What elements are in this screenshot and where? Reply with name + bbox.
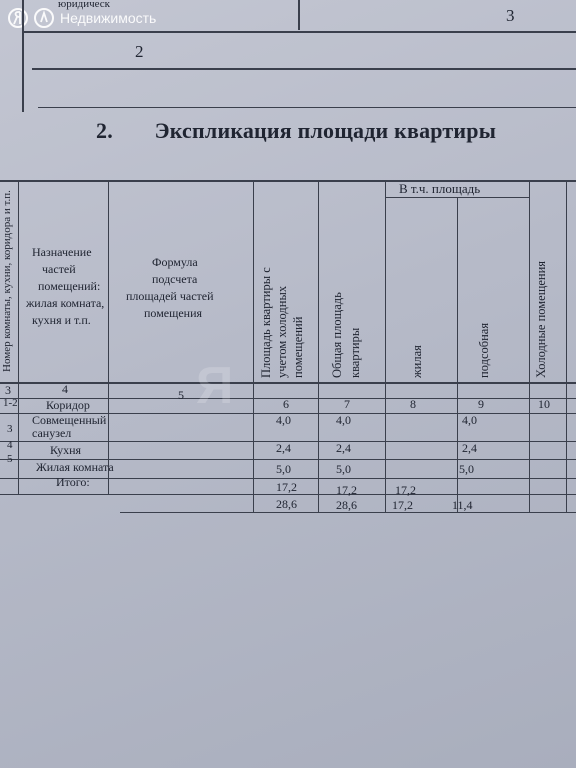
header-total-area-line: квартиры — [348, 327, 362, 378]
header-area-cold-line: помещений — [291, 316, 305, 378]
header-including-area: В т.ч. площадь — [399, 181, 481, 196]
row-auxiliary-area: 4,0 — [462, 413, 477, 427]
faint-watermark-mark: Я — [196, 357, 236, 415]
header-auxiliary: подсобная — [477, 322, 491, 378]
fragment-cell-2: 2 — [135, 42, 144, 61]
row-total-area: 5,0 — [336, 462, 351, 476]
column-number: 8 — [410, 397, 416, 411]
header-area-cold-line: Площадь квартиры с — [259, 267, 273, 378]
watermark-brand: Недвижимость — [60, 10, 157, 26]
brand-logo-icon — [34, 8, 54, 28]
realty-watermark — [8, 8, 156, 28]
header-room-number: Номер комнаты, кухни, коридора и т.п. — [1, 190, 13, 372]
header-formula-line: подсчета — [152, 272, 198, 286]
totals-living-area: 17,2 — [395, 483, 416, 497]
section-title-text: Экспликация площади квартиры — [154, 118, 497, 143]
totals-area-cold: 17,2 — [276, 480, 297, 494]
header-formula-line: помещения — [144, 306, 203, 320]
totals-total-area: 17,2 — [336, 483, 357, 497]
row-room-name: Коридор — [46, 398, 90, 412]
header-cold-rooms: Холодные помещения — [534, 260, 548, 378]
row-room-name: Жилая комната — [36, 460, 114, 474]
row-area-cold: 2,4 — [276, 441, 291, 455]
row-room-number: 5 — [7, 453, 13, 465]
column-number: 4 — [62, 382, 68, 396]
header-purpose-line: частей — [42, 262, 76, 276]
section-number: 2. — [96, 118, 113, 143]
row-room-name: Кухня — [50, 443, 82, 457]
column-number: 9 — [478, 397, 484, 411]
fragment-cell-3: 3 — [506, 6, 515, 25]
section-title — [96, 118, 496, 144]
header-area-cold-line: учетом холодных — [275, 285, 289, 378]
row-area-cold: 4,0 — [276, 413, 291, 427]
totals-living-area: 17,2 — [392, 498, 413, 512]
totals-auxiliary-area: 11,4 — [452, 498, 473, 512]
totals-total-area: 28,6 — [336, 498, 357, 512]
row-room-number: 4 — [7, 439, 13, 451]
brand-logo-icon — [8, 8, 28, 28]
header-formula-line: площадей частей — [126, 289, 214, 303]
column-number: 10 — [538, 397, 550, 411]
column-number: 3 — [5, 383, 11, 397]
row-area-cold: 5,0 — [276, 462, 291, 476]
column-number: 7 — [344, 397, 350, 411]
totals-area-cold: 28,6 — [276, 497, 297, 511]
column-number: 6 — [283, 397, 289, 411]
column-number: 5 — [178, 388, 184, 402]
row-auxiliary-area: 2,4 — [462, 441, 477, 455]
totals-label: Итого: — [56, 475, 90, 489]
cut-text: юридическ — [58, 0, 111, 10]
header-purpose-line: кухня и т.п. — [32, 313, 91, 327]
header-total-area-line: Общая площадь — [330, 292, 344, 378]
row-auxiliary-area: 5,0 — [459, 462, 474, 476]
row-room-number: 1-2 — [3, 397, 18, 409]
row-room-name: Совмещенный санузел — [32, 413, 107, 441]
row-room-number: 3 — [7, 423, 13, 435]
row-total-area: 2,4 — [336, 441, 351, 455]
header-purpose-line: помещений: — [38, 279, 101, 293]
row-total-area: 4,0 — [336, 413, 351, 427]
header-purpose-line: Назначение — [32, 245, 92, 259]
header-formula-line: Формула — [152, 255, 198, 269]
header-living: жилая — [410, 345, 424, 378]
header-purpose-line: жилая комната, — [26, 296, 105, 310]
